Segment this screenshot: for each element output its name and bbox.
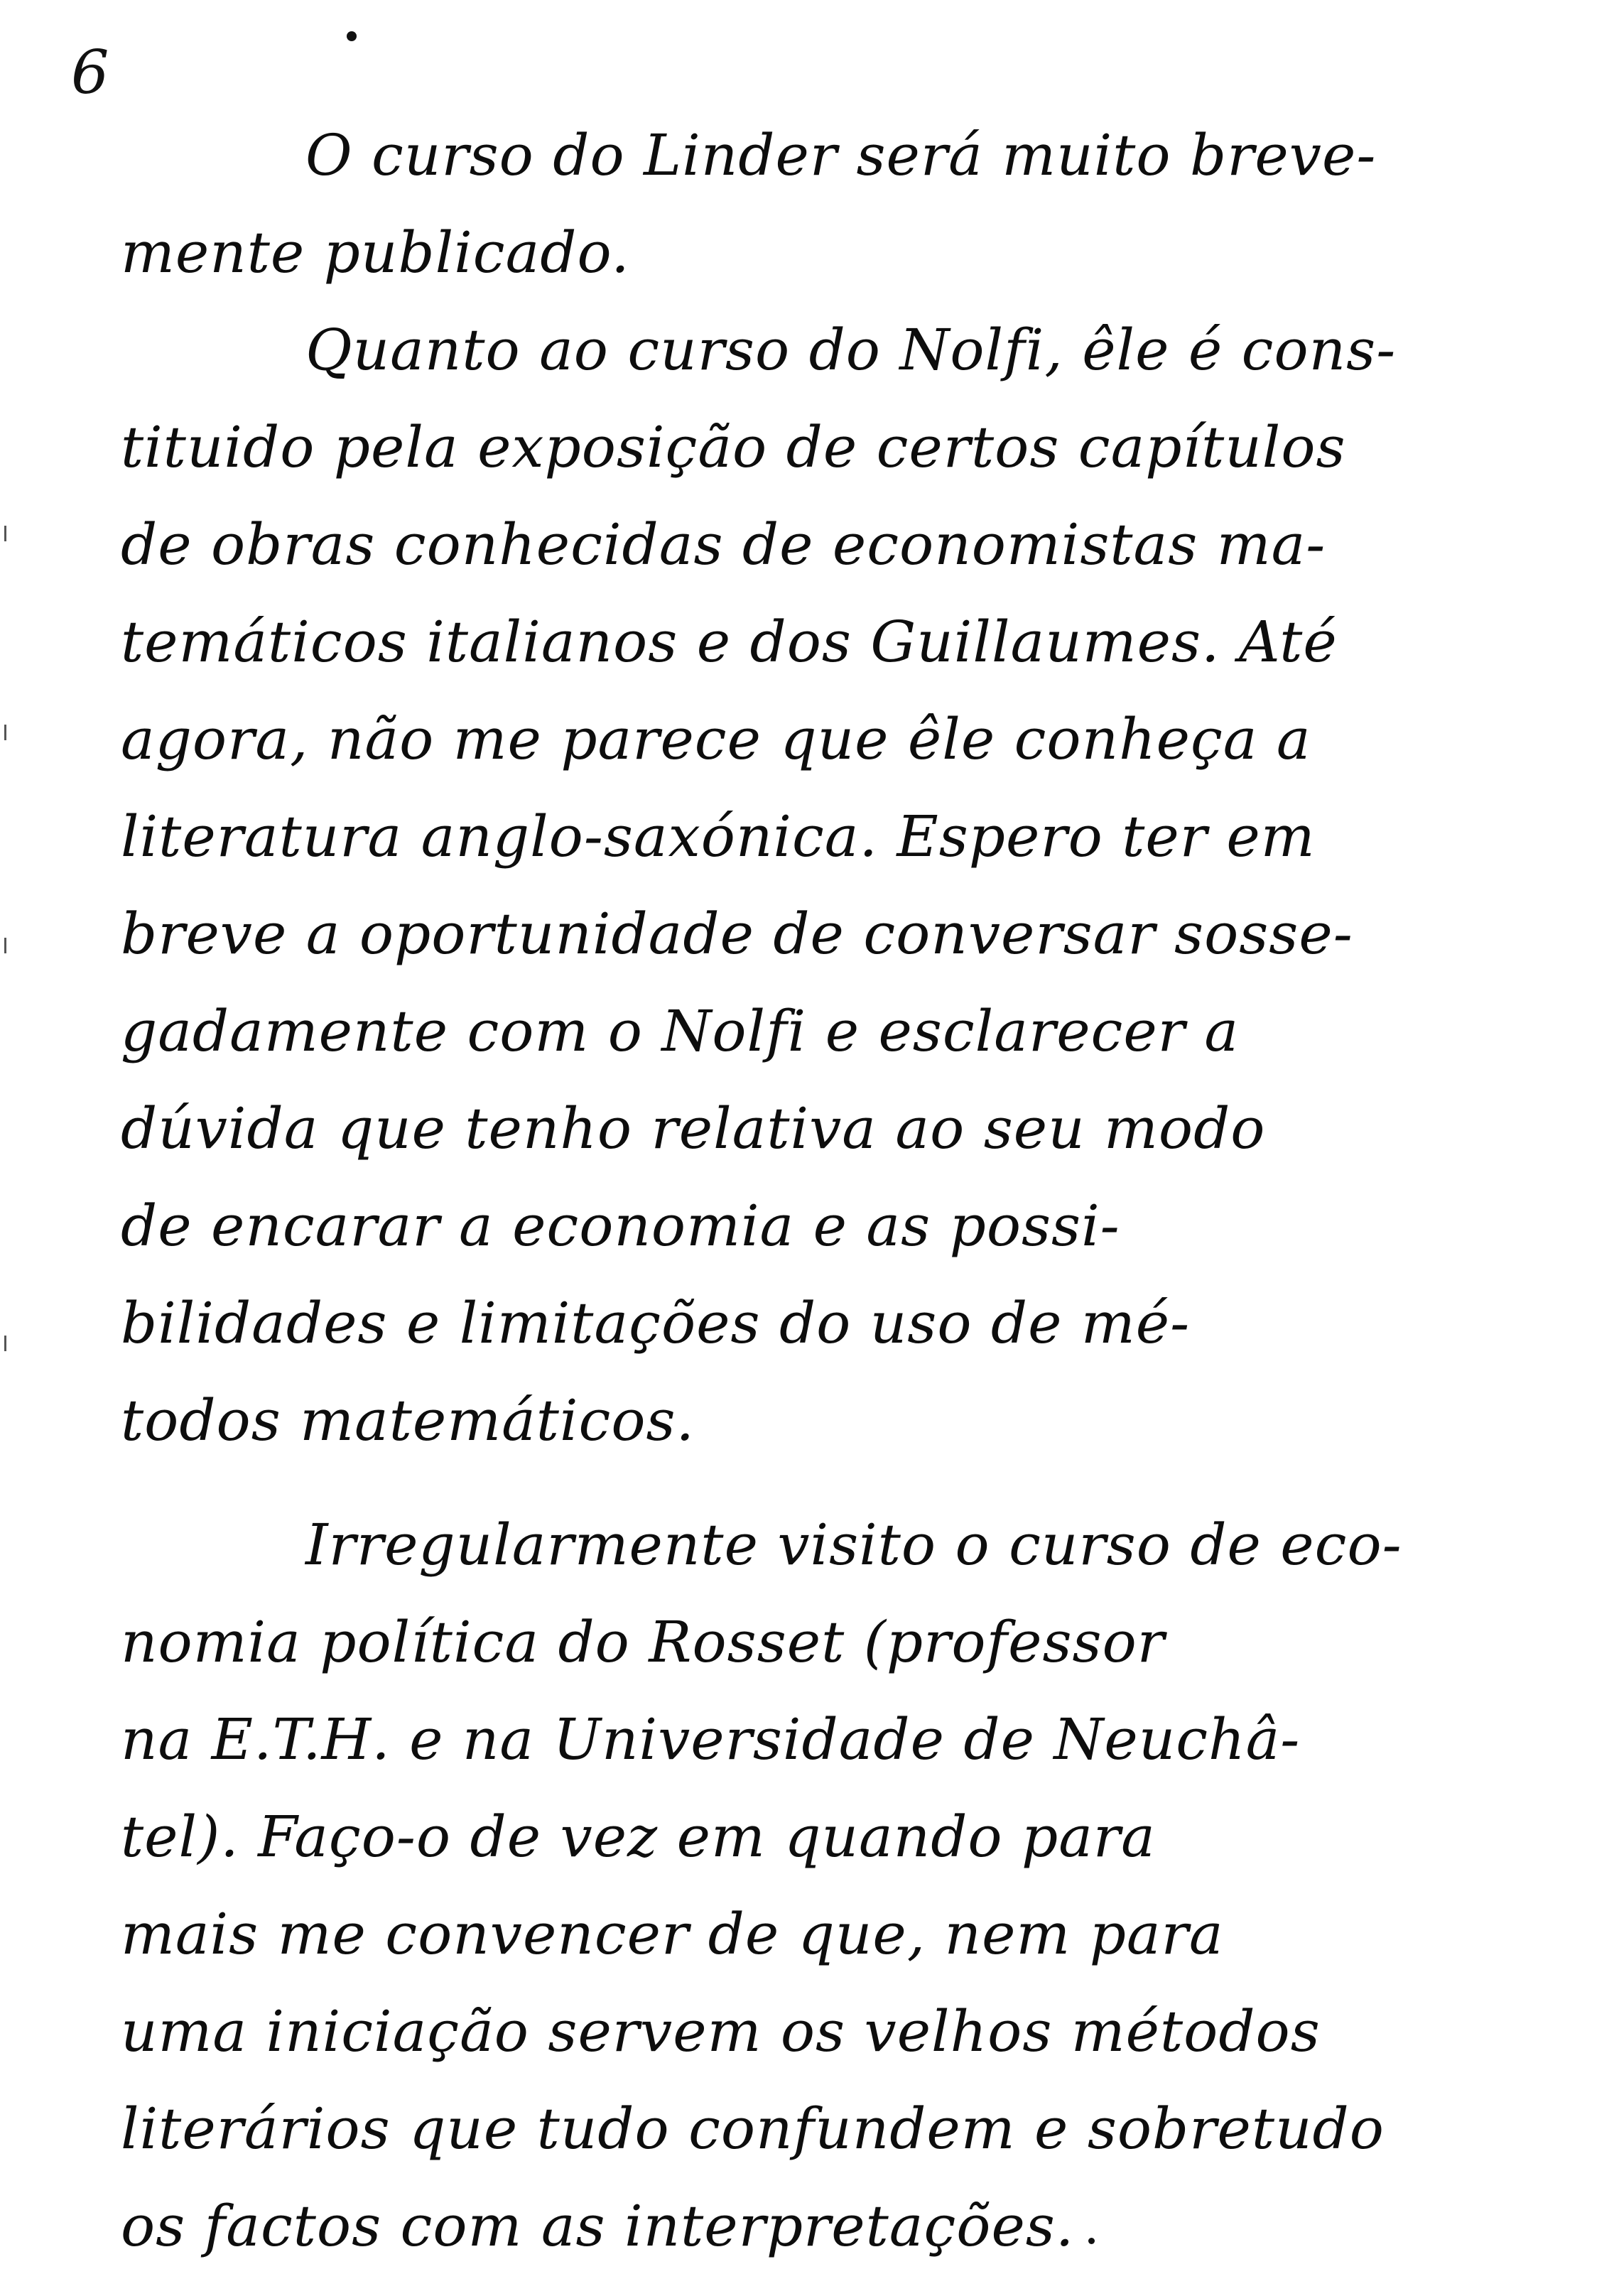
margin-mark [4, 725, 6, 740]
page-number: 6 [71, 38, 109, 107]
paragraph-3 [121, 1496, 1584, 2275]
text-line: bilidades e limitações do uso de mé- [121, 1290, 1191, 1356]
text-line: Irregularmente visito o curso de eco- [305, 1512, 1402, 1578]
margin-mark [4, 1336, 6, 1351]
text-line: Quanto ao curso do Nolfi, êle é cons- [305, 317, 1397, 383]
paragraph-2 [121, 301, 1584, 1469]
text-line: na E.T.H. e na Universidade de Neuchâ- [121, 1706, 1301, 1772]
letter-body [121, 107, 1584, 2275]
text-line: mente publicado. [121, 220, 630, 286]
text-line: temáticos italianos e dos Guillaumes. Até [121, 609, 1338, 675]
text-line: de encarar a economia e as possi- [121, 1193, 1120, 1259]
text-line: nomia política do Rosset (professor [121, 1609, 1165, 1675]
text-line: gadamente com o Nolfi e esclarecer a [121, 998, 1240, 1064]
text-line: os factos com as interpretações. [121, 2193, 1075, 2259]
text-line: tel). Faço-o de vez em quando para [121, 1804, 1156, 1870]
text-line: O curso do Linder será muito breve- [305, 122, 1377, 188]
text-line: dúvida que tenho relativa ao seu modo [121, 1095, 1266, 1161]
text-line: breve a oportunidade de conversar sosse- [121, 901, 1353, 967]
text-line: uma iniciação servem os velhos métodos [121, 1998, 1321, 2064]
paragraph-1 [121, 107, 1584, 301]
text-line: tituido pela exposição de certos capítulos [121, 414, 1346, 480]
text-line: literários que tudo confundem e sobretudo [121, 2096, 1385, 2162]
ink-dot [347, 31, 357, 41]
margin-mark [4, 938, 6, 953]
text-line: de obras conhecidas de economistas ma- [121, 511, 1326, 578]
text-line: literatura anglo-saxónica. Espero ter em [121, 803, 1316, 870]
margin-mark [4, 526, 6, 541]
text-line: mais me convencer de que, nem para [121, 1901, 1224, 1967]
text-line: agora, não me parece que êle conheça a [121, 706, 1311, 772]
text-line: todos matemáticos. [121, 1387, 695, 1453]
